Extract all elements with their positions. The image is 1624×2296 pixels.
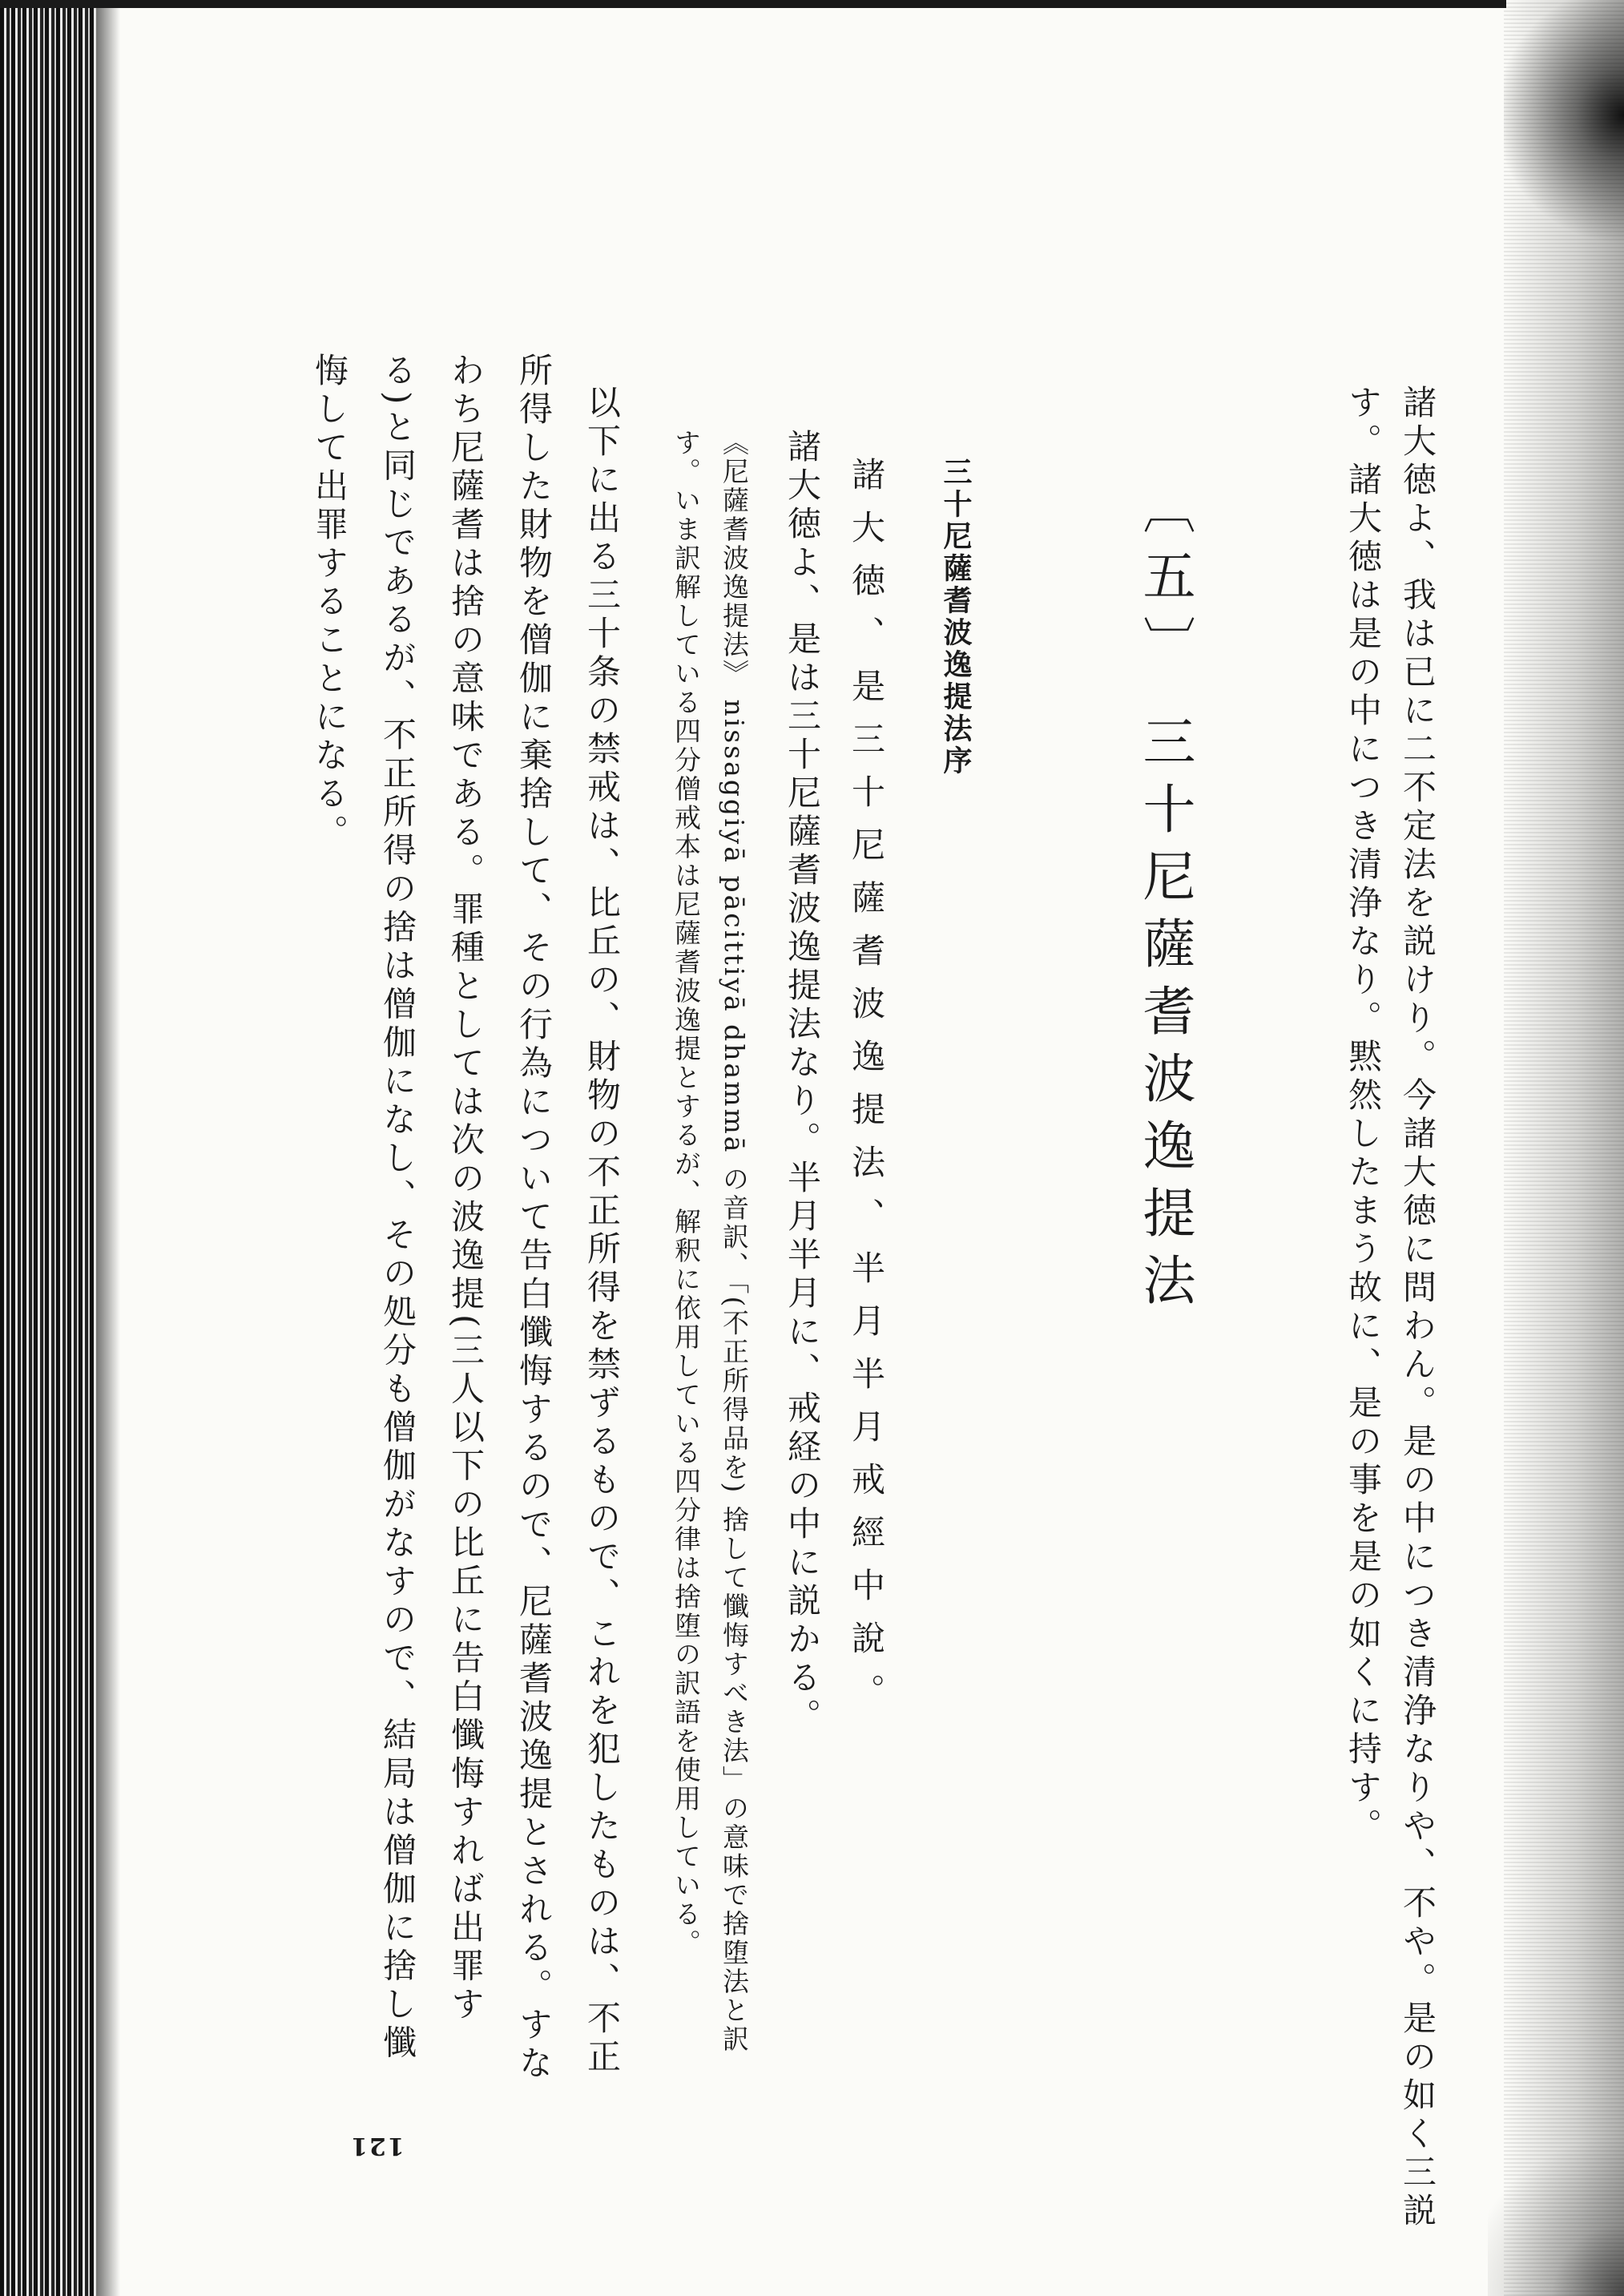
explanation-line-2: 所得した財物を僧伽に棄捨して、その行為について告白懺悔するので、尼薩耆波逸提とされる。すな (514, 353, 554, 2084)
note-line-2: す。いま訳解している四分僧戒本は尼薩耆波逸提とするが、解釈に依用している四分律は捨堕の訳語を使用している。 (671, 429, 702, 1958)
note-line-1: 《尼薩耆波逸提法》 nissaggiyā pācittiyā dhammā の音訳、「(不正所得品を) 捨して懺悔すべき法」の意味で捨堕法と訳 (719, 429, 750, 2054)
verse-end-line-2: す。諸大徳は是の中につき清浄なり。黙然したまう故に、是の事を是の如くに持す。 (1344, 385, 1383, 1846)
preface-chinese-line: 諸大徳、是三十尼薩耆波逸提法、半月半月戒經中說。 (847, 457, 886, 1726)
right-edge-shadow (1504, 0, 1624, 2296)
book-edge-shadow (96, 0, 120, 2296)
page-number: 121 (349, 2132, 405, 2160)
book-edge (0, 0, 96, 2296)
explanation-line-1: 以下に出る三十条の禁戒は、比丘の、財物の不正所得を禁ずるもので、これを犯したものは、不正 (582, 385, 622, 2077)
explanation-line-4: る)と同じであるが、不正所得の捨は僧伽になし、その処分も僧伽がなすので、結局は僧伽に捨し懺 (378, 353, 417, 2064)
top-border (0, 0, 1506, 8)
verse-end-line-1: 諸大徳よ、我は已に二不定法を説けり。今諸大徳に問わん。是の中につき清浄なりや、不や。是の如く三説 (1398, 385, 1437, 2231)
bottom-corner-shadow (1488, 2088, 1624, 2296)
explanation-line-5: 悔して出罪することになる。 (310, 353, 349, 853)
preface-translation-line: 諸大徳よ、是は三十尼薩耆波逸提法なり。半月半月に、戒経の中に説かる。 (783, 429, 822, 1737)
explanation-line-3: わち尼薩耆は捨の意味である。罪種としては次の波逸提(三人以下の比丘に告白懺悔すれば出罪す (446, 353, 486, 2025)
preface-heading: 三十尼薩耆波逸提法序 (939, 457, 973, 777)
section-title: 〔五〕 三十尼薩耆波逸提法 (1134, 481, 1195, 1320)
